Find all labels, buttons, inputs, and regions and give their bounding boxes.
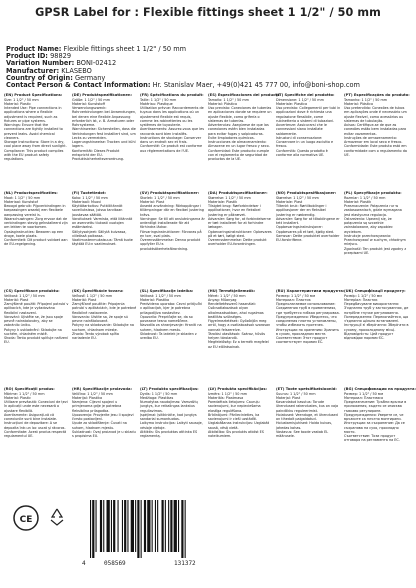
barcode-bar	[137, 500, 139, 558]
spec-text: Izmērs: 1 1/2" / 50 mm Materiāls: Plastmasa Paredzētais lietojums: Cauruļu savienojumi, kur nepieciešama elastīga regulēšana. Brīdinājumi: Pārliecinieties, ka savienojumi ir cieši uzstādīti. Uzglabāšanas instrukcijas: Uzglabāt sausā, vēsā vietā. Atbilstība: Šis produkts atbilst ES noteikumiem.	[208, 391, 270, 438]
spec-heading: (RU) Характеристики продукта:	[276, 289, 345, 293]
barcode-bar	[147, 500, 150, 552]
info-key: Product Name:	[6, 45, 62, 53]
info-row	[6, 82, 410, 89]
spec-heading: (UK) Специфікації продукту:	[344, 289, 406, 293]
barcode-bar	[155, 500, 156, 552]
spec-cell	[140, 93, 205, 189]
spec-cell	[276, 289, 345, 385]
info-value: BONI-02412	[76, 59, 117, 68]
info-key: Contact Person & Contact Information:	[6, 81, 151, 90]
barcode-bar	[141, 500, 142, 558]
barcode-bar	[144, 500, 146, 552]
spec-text: Größe: 1 1/2" / 50 mm Material: Kunststoff Verwendungszweck: Rohrverbindungen bei Anwendungen, bei denen eine flexible Anpassung erforderlich ist, z. B. Armaturen oder Rohrsysteme. Warnhinweise: Sicherstellen, dass die Verbindungen fest installiert sind, um Lecks zu vermeiden. Lagerungshinweise: Trocken und kühl lagern. Konformität: Dieses Produkt entspricht der EU-Produktsicherheitsverordnung.	[72, 97, 137, 161]
spec-text: Tamaño: 1 1/2" / 50 mm Material: Plástico Uso previsto: Conexiones de tuberías en aplicaciones donde se requiere un ajuste flexible, como grifería o sistemas de tuberías. Advertencias: Asegúrese de que las conexiones estén bien instaladas para evitar fugas y salpicaduras. Evite limpiadores químicos. Instrucciones de almacenamiento: Almacene en un lugar fresco y seco. Conformidad: Este producto cumple con el reglamento de seguridad de productos de la UE.	[208, 97, 272, 161]
spec-text: Размер: 1 1/2" / 50 мм Материал: Пластмаса Предназначение: Тръбни връзки в приложения, където се изисква гъвкаво регулиране. Предупреждения: Уверете се, че връзките са плътно монтирани. Инструкции за съхранение: Да се съхранява на сухо, прохладно място. Съответствие: Този продукт отговаря на регламента на ЕС.	[344, 391, 407, 443]
spec-cell	[208, 93, 282, 189]
spec-heading: (EN) Product Specifications:	[4, 93, 63, 97]
spec-cell	[276, 191, 341, 287]
recycle-icon	[46, 506, 68, 528]
product-info	[6, 46, 410, 89]
spec-cell	[344, 289, 409, 385]
barcode-bar	[124, 500, 126, 552]
spec-heading: (LV) Produkta specifikācijas:	[208, 387, 267, 391]
spec-text: Suurus: 1 1/2" / 50 mm Materjal: Plast Kavandatud kasutus: Torude ühendused rakendustes, kus on vaja paindlikku reguleerimist. Hoiatused: Veenduge, et ühendused on tihedalt paigaldatud. Hoiustamisjuhised: Hoida kuivas, jahedas kohas. Vastavus: See toode vastab EL määrusele.	[276, 391, 339, 438]
barcode-digit-left: 4	[82, 560, 86, 567]
barcode-bar	[170, 500, 172, 552]
info-value: KLASEBO	[61, 66, 92, 75]
spec-text: Størrelse: 1 1/2" / 50 mm Materiale: Plastik Tilsigtet brug: Rørforbindelser i applikationer, hvor en fleksibel justering er påkrævet. Advarsler: Sørg for, at forbindelserne er tæt installeret for at forhindre lækager. Opbevaringsinstruktioner: Opbevares på et tørt, køligt sted. Overensstemmelse: Dette produkt overholder EU-forordningen.	[208, 195, 272, 247]
spec-heading: (FR) Spécifications du produit:	[140, 93, 204, 97]
barcode-bar	[168, 500, 169, 552]
barcode-bar	[96, 500, 97, 552]
label-footer	[0, 500, 416, 588]
spec-cell	[208, 191, 273, 287]
spec-cell	[4, 289, 69, 385]
info-key: Product ID:	[6, 52, 48, 61]
barcode-bar	[185, 500, 186, 558]
barcode-bar	[174, 500, 177, 552]
spec-text: Méret: 1 1/2" / 50 mm Anyag: Műanyag Rendeltetésszerű használat: Csőcsatlakozások olyan alkalmazásokban, ahol rugalmas beállítás szükséges. Figyelmeztetések: Győződjön meg arról, hogy a csatlakozások szorosan vannak felszerelve. Tárolási utasítások: Száraz, hűvös helyen tárolandó. Megfelelőség: Ez a termék megfelel az EU előírásainak.	[208, 293, 271, 349]
spec-band	[4, 191, 412, 287]
info-value: Flexible fittings sheet 1 1/2" / 50 mm	[63, 45, 187, 53]
spec-heading: (RO) Specificații produs:	[4, 387, 55, 391]
barcode-bar	[162, 500, 164, 552]
spec-heading: (DA) Produktspecifikationer:	[208, 191, 268, 195]
barcode-digits-middle: 058569	[104, 560, 126, 567]
spec-text: Tamanho: 1 1/2" / 50 mm Material: Plástico Uso pretendido: Conexões de tubos em aplicações onde é necessário um ajuste flexível, como acessórios ou sistemas de tubulação. Avisos: Certifique-se de que as conexões estão bem instaladas para evitar vazamentos. Instruções de armazenamento: Armazenar em local seco e fresco. Conformidade: Este produto está em conformidade com o regulamento da UE.	[344, 97, 407, 157]
info-value: Germany	[75, 73, 106, 82]
barcode-bar	[165, 500, 166, 552]
spec-text: Taille: 1 1/2" / 50 mm Matériau: Plastique Utilisation prévue: Raccordements de tuyaux dans les applications où un ajustement flexible est requis, comme les robinetteries ou les systèmes de tuyauterie. Avertissements: Assurez-vous que les raccords sont bien installés. Instructions de stockage: Conserver dans un endroit sec et frais. Conformité: Ce produit est conforme aux réglementations de l'UE.	[140, 97, 205, 153]
spec-text: Розмір: 1 1/2" / 50 мм Матеріал: Пластик Передбачуване використання: З'єднання труб у застосуваннях, де потрібне гнучке регулювання. Попередження: Переконайтеся, що з'єднання щільно встановлені. Інструкції зі зберігання: Зберігати в сухому, прохолодному місці. Відповідність: Цей продукт відповідає нормам ЄС.	[344, 293, 409, 340]
spec-cell	[4, 387, 69, 483]
info-key: Country of Origin:	[6, 73, 73, 82]
spec-text: Velikost: 1 1/2" / 50 mm Materiál: Plast Zamýšlené použití: Připojení potrubí v aplikacích, kde je vyžadováno flexibilní nastavení. Varování: Ujistěte se, že jsou spoje pevně nainstalovány, aby se zabránilo úniku. Pokyny k uskladnění: Skladujte na suchém, chladném místě. Shoda: Tento produkt splňuje nařízení EU.	[4, 293, 69, 345]
spec-text: Размер: 1 1/2" / 50 мм Материал: Пластик Предполагаемое использование: Соединения труб в применениях, где требуется гибкая регулировка. Предупреждения: Убедитесь, что соединения плотно установлены, чтобы избежать протечек. Инструкции по хранению: Хранить в сухом, прохладном месте. Соответствие: Этот продукт соответствует нормам ЕС.	[276, 293, 340, 345]
spec-cell	[72, 93, 137, 189]
info-key: Manufacturer:	[6, 66, 60, 75]
spec-cell	[140, 191, 205, 287]
spec-heading: (PL) Specyfikacje produktu:	[344, 191, 402, 195]
spec-cell	[276, 387, 341, 483]
spec-cell	[276, 93, 341, 189]
spec-text: Storlek: 1 1/2" / 50 mm Material: Plast Avsedd användning: Rörkopplingar i tillämpningar där en flexibel justering krävs. Varningar: Se till att anslutningarna är ordentligt installerade för att förhindra läckor. Förvaringsinstruktioner: Förvaras på en torr, sval plats. Överensstämmelse: Denna produkt uppfyller EU:s produktsäkerhetsförordning.	[140, 195, 205, 251]
label-title: GPSR Label for : Flexible fittings sheet 1 1/2" / 50 mm	[35, 6, 381, 19]
spec-heading: (DE) Produktspezifikationen:	[72, 93, 132, 97]
barcode-bar	[103, 500, 104, 552]
svg-text:CE: CE	[19, 515, 33, 525]
barcode-bar	[100, 500, 102, 552]
spec-text: Veličina: 1 1/2" / 50 mm Materijal: Plastika Namjena: Cijevni spojevi u primjenama gdje je potrebna fleksibilna prilagodba. Upozorenja: Provjerite jesu li spojevi čvrsto postavljeni. Upute za skladištenje: Čuvati na suhom, hladnom mjestu. Sukladnost: Ovaj proizvod je u skladu s propisima EU.	[72, 391, 136, 438]
spec-heading: (BG) Спецификации на продукта:	[344, 387, 416, 391]
spec-text: Veľkosť: 1 1/2" / 50 mm Materiál: Plast Zamýšľané použitie: Pripojenia potrubí v aplikáciách, kde je potrebné flexibilné nastavenie. Varovania: Uistite sa, že spoje sú pevne nainštalované. Pokyny na skladovanie: Skladujte na suchom, chladnom mieste. Zhoda: Tento výrobok spĺňa nariadenie EÚ.	[72, 293, 137, 340]
barcode-bar	[181, 500, 183, 558]
spec-heading: (HU) Termékjellemzők:	[208, 289, 256, 293]
spec-cell	[140, 387, 205, 483]
spec-heading: (SV) Produktspecifikationer:	[140, 191, 200, 195]
barcode-bar	[107, 500, 110, 552]
barcode-bar	[152, 500, 153, 552]
spec-heading: (ES) Especificaciones del producto:	[208, 93, 282, 97]
spec-heading: (ET) Toote spetsifikatsioonid:	[276, 387, 337, 391]
spec-heading: (IT) Specifiche del prodotto:	[276, 93, 335, 97]
spec-heading: (SL) Specifikacije izdelka:	[140, 289, 194, 293]
barcode-digits-right: 131372	[174, 560, 196, 567]
barcode-bar	[157, 500, 158, 552]
spec-text: Koko: 1 1/2" / 50 mm Materiaali: Muovi Käyttötarkoitus: Putkiliitännät sovelluksissa, joissa tarvitaan joustavaa säätöä. Varoitukset: Varmista, että liitännät on asennettu tiukasti vuotojen estämiseksi. Säilytysohjeet: Säilytä kuivassa, viileässä paikassa. Vaatimustenmukaisuus: Tämä tuote täyttää EU:n vaatimukset.	[72, 195, 133, 247]
spec-heading: (NL) Productspecificaties:	[4, 191, 58, 195]
spec-heading: (LT) Produkto specifikacijos:	[140, 387, 199, 391]
ce-icon	[12, 504, 40, 532]
spec-cell	[344, 93, 409, 189]
spec-cell	[344, 191, 409, 287]
spec-band	[4, 289, 412, 385]
barcode-bar	[118, 500, 119, 552]
spec-text: Mărime: 1 1/2" / 50 mm Material: Plastic Utilizare prevăzută: Conexiuni de țevi în aplicații unde este necesară o ajustare flexibilă. Avertismente: Asigurați-vă că conexiunile sunt bine instalate. Instrucțiuni de depozitare: A se depozita într-un loc uscat și răcoros. Conformitate: Acest produs respectă regulamentul UE.	[4, 391, 68, 438]
barcode	[86, 500, 236, 558]
spec-text: Dydis: 1 1/2" / 50 mm Medžiaga: Plastikas Numatytas naudojimas: Vamzdžių jungtys, kur reikalingas lankstus reguliavimas. Įspėjimai: Įsitikinkite, kad jungtys sandariai sumontuotos. Laikymo instrukcijos: Laikyti sausoje, vėsioje vietoje. Atitiktis: Šis produktas atitinka ES reglamentą.	[140, 391, 203, 438]
info-key: Variation Number:	[6, 59, 75, 68]
spec-heading: (HR) Specifikacije proizvoda:	[72, 387, 132, 391]
spec-cell	[72, 191, 137, 287]
barcode-bar	[178, 500, 179, 552]
spec-band	[4, 387, 416, 483]
spec-text: Dimensione: 1 1/2" / 50 mm Materiale: Plastica Uso previsto: Collegamenti per tubi in applicazioni dove è richiesta una regolazione flessibile, come rubinetteria o sistemi di tubazioni. Avvertenze: Assicurarsi che le connessioni siano installate saldamente. Istruzioni di conservazione: Conservare in un luogo asciutto e fresco. Conformità: Questo prodotto è conforme alla normativa UE.	[276, 97, 341, 157]
spec-text: Maat: 1 1/2" / 50 mm Materiaal: Kunststof Beoogd gebruik: Pijpverbindingen in toepassingen waarbij een flexibele aanpassing vereist is. Waarschuwingen: Zorg ervoor dat de verbindingen stevig geïnstalleerd zijn om lekken te voorkomen. Opslaginstructies: Bewaren op een droge, koele plaats. Conformiteit: Dit product voldoet aan de EU-regelgeving.	[4, 195, 68, 247]
info-value: Hr. Stanislav Maer, +49(0)421 45 777 00, info@boni-shop.com	[152, 81, 360, 90]
spec-heading: (CS) Specifikace produktu:	[4, 289, 60, 293]
info-value: 98829	[50, 52, 72, 61]
spec-heading: (PT) Especificações do produto:	[344, 93, 410, 97]
barcode-bar	[127, 500, 128, 552]
spec-heading: (FI) Tuotetiedot:	[72, 191, 107, 195]
spec-band	[4, 93, 412, 189]
spec-text: Størrelse: 1 1/2" / 50 mm Materiale: Plast Tiltenkt bruk: Rørtilkoblinger i applikasjoner der en fleksibel justering er nødvendig. Advarsler: Sørg for at tilkoblingene er tett installert. Oppbevaringsinstruksjoner: Oppbevares på et tørt, kjølig sted. Samsvar: Dette produktet overholder EU-forskriftene.	[276, 195, 340, 242]
barcode-bar	[122, 500, 123, 552]
spec-cell	[72, 289, 137, 385]
barcode-bar	[131, 500, 134, 552]
spec-cell	[344, 387, 416, 483]
spec-heading: (SK) Špecifikácie tovaru:	[72, 289, 124, 293]
barcode-bar	[90, 500, 91, 558]
spec-text: Rozmiar: 1 1/2" / 50 mm Materiał: Plastik Przeznaczenie: Połączenia rur w zastosowaniach, gdzie wymagana jest elastyczna regulacja. Ostrzeżenia: Upewnij się, że połączenia są szczelnie zainstalowane, aby zapobiec wyciekom. Instrukcje przechowywania: Przechowywać w suchym, chłodnym miejscu. Zgodność: Ten produkt jest zgodny z przepisami UE.	[344, 195, 407, 255]
spec-text: Size: 1 1/2" / 50 mm Material: Plastic Intended Use: Pipe connections in applications where a flexible adjustment is required, such as fixtures or pipe systems. Warnings: Ensure that the connections are tightly installed to prevent leaks. Avoid chemical cleaners. Storage Instructions: Store in a dry, cool place away from direct sunlight. Compliance: This product complies with the EU product safety regulations.	[4, 97, 67, 161]
spec-text: Velikost: 1 1/2" / 50 mm Material: Plastika Predvidena uporaba: Cevni priključki v aplikacijah, kjer je potrebna prilagodljiva nastavitev. Opozorila: Prepričajte se, da so povezave tesno nameščene. Navodila za shranjevanje: Hraniti na suhem, hladnem mestu. Skladnost: Ta izdelek je skladen z uredbo EU.	[140, 293, 203, 340]
barcode-bar	[111, 500, 112, 552]
spec-cell	[208, 387, 273, 483]
barcode-bar	[135, 500, 136, 552]
barcode-bar	[113, 500, 115, 552]
barcode-bar	[92, 500, 94, 558]
spec-cell	[208, 289, 273, 385]
spec-cell	[4, 191, 69, 287]
spec-cell	[140, 289, 205, 385]
spec-cell	[4, 93, 69, 189]
spec-heading: (NO) Produktspesifikasjoner:	[276, 191, 337, 195]
spec-cell	[72, 387, 137, 483]
